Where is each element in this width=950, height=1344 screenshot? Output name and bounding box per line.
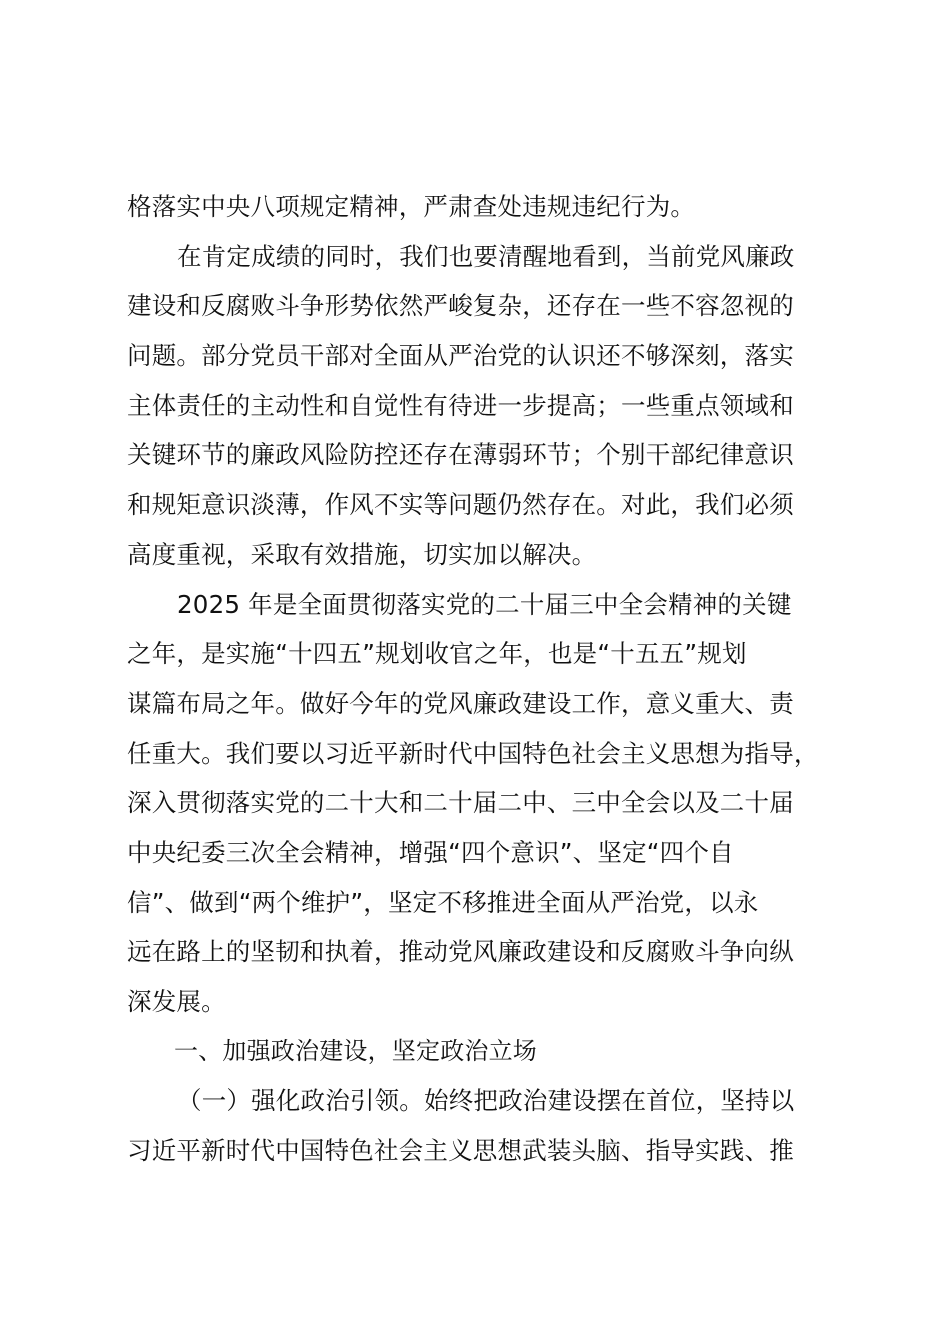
text-line: 深入贯彻落实党的二十大和二十届二中、三中全会以及二十届 <box>127 788 794 818</box>
text-line: 谋篇布局之年。做好今年的党风廉政建设工作，意义重大、责 <box>127 688 794 718</box>
text-line: 关键环节的廉政风险防控还存在薄弱环节；个别干部纪律意识 <box>127 440 794 470</box>
text-line: 之年，是实施“十四五”规划收官之年，也是“十五五”规划 <box>127 639 747 669</box>
document-body <box>127 182 837 1176</box>
paragraph-start-line: 2025 年是全面贯彻落实党的二十届三中全会精神的关键 <box>177 589 792 619</box>
paragraph-start-line: 在肯定成绩的同时，我们也要清醒地看到，当前党风廉政 <box>177 241 795 271</box>
text-line: 问题。部分党员干部对全面从严治党的认识还不够深刻，落实 <box>127 341 794 371</box>
text-line: 中央纪委三次全会精神，增强“四个意识”、坚定“四个自 <box>127 837 734 867</box>
text-line: 格落实中央八项规定精神，严肃查处违规违纪行为。 <box>127 192 696 221</box>
text-line: 建设和反腐败斗争形势依然严峻复杂，还存在一些不容忽视的 <box>127 291 794 321</box>
text-line: 信”、做到“两个维护”，坚定不移推进全面从严治党，以永 <box>127 887 759 917</box>
text-line: 任重大。我们要以习近平新时代中国特色社会主义思想为指导， <box>127 738 819 768</box>
text-line: 高度重视，采取有效措施，切实加以解决。 <box>127 539 597 569</box>
text-line: 远在路上的坚韧和执着，推动党风廉政建设和反腐败斗争向纵 <box>127 937 794 967</box>
text-line: 和规矩意识淡薄，作风不实等问题仍然存在。对此，我们必须 <box>127 490 794 520</box>
section-heading: 一、加强政治建设，坚定政治立场 <box>174 1036 537 1065</box>
text-line: 主体责任的主动性和自觉性有待进一步提高；一些重点领域和 <box>127 390 794 420</box>
paragraph-start-line: （一）强化政治引领。始终把政治建设摆在首位，坚持以 <box>177 1086 795 1116</box>
text-line: 习近平新时代中国特色社会主义思想武装头脑、指导实践、推 <box>127 1136 794 1166</box>
text-line: 深发展。 <box>127 987 226 1016</box>
